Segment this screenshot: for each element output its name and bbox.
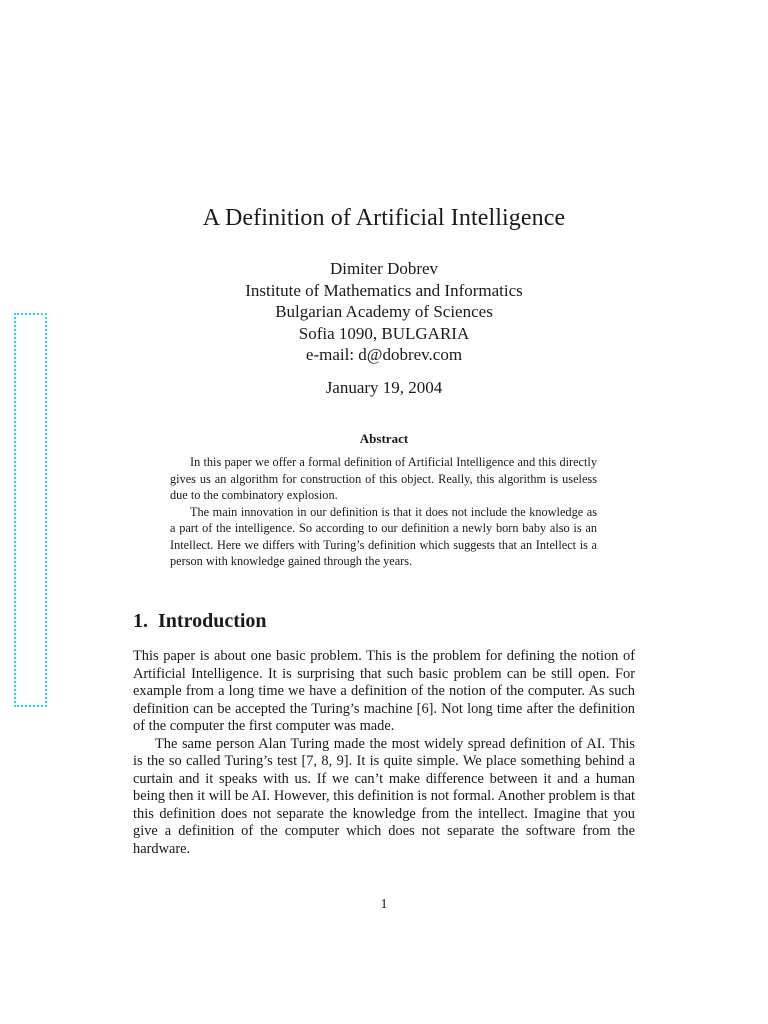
paper-title: A Definition of Artificial Intelligence xyxy=(202,205,566,231)
author-name: Dimiter Dobrev xyxy=(329,259,439,278)
section-heading xyxy=(133,610,267,633)
section-number: 1. xyxy=(133,610,148,632)
body-paragraph: The same person Alan Turing made the most widely spread definition of AI. This is the so called Turing’s test [7, 8, 9]. It is quite simple. We place something behind a curtain and it speaks with us. If we can’t make difference between it and a human being then it will be AI. However, this definition is not formal. Another problem is that this definition does not separate the knowledge from the intellect. Imagine that you give a definition of the computer which does not separate the software from the hardware. xyxy=(133,735,635,857)
section-body xyxy=(133,648,635,858)
paper-date: January 19, 2004 xyxy=(325,378,443,397)
author-academy: Bulgarian Academy of Sciences xyxy=(275,302,493,322)
abstract-paragraph: The main innovation in our definition is that it does not include the knowledge as a part of the intelligence. So according to our definition a newly born baby also is an Intellect. Here we differs with Turing’s definition which suggests that an Intellect is a person with knowledge gained through the years. xyxy=(170,504,597,568)
page-number: 1 xyxy=(380,897,388,912)
abstract-paragraph: In this paper we offer a formal definition of Artificial Intelligence and this directly gives us an algorithm for construction of this object. Really, this algorithm is useless due to the combinatory explosion. xyxy=(170,455,597,502)
margin-note-box xyxy=(14,313,47,707)
abstract-body xyxy=(170,454,597,570)
author-address: Sofia 1090, BULGARIA xyxy=(298,323,470,343)
author-block xyxy=(0,258,768,366)
abstract-heading: Abstract xyxy=(359,431,409,446)
author-institute: Institute of Mathematics and Informatics xyxy=(245,280,523,300)
body-paragraph: This paper is about one basic problem. This is the problem for defining the notion of Artificial Intelligence. It is surprising that such basic problem can be still open. For example from a long time we have a definition of the notion of the computer. As such definition can be accepted the Turing’s machine [6]. Not long time after the definition of the computer the first computer was made. xyxy=(133,648,635,734)
author-email: e-mail: d@dobrev.com xyxy=(305,345,463,365)
section-title: Introduction xyxy=(158,610,267,632)
